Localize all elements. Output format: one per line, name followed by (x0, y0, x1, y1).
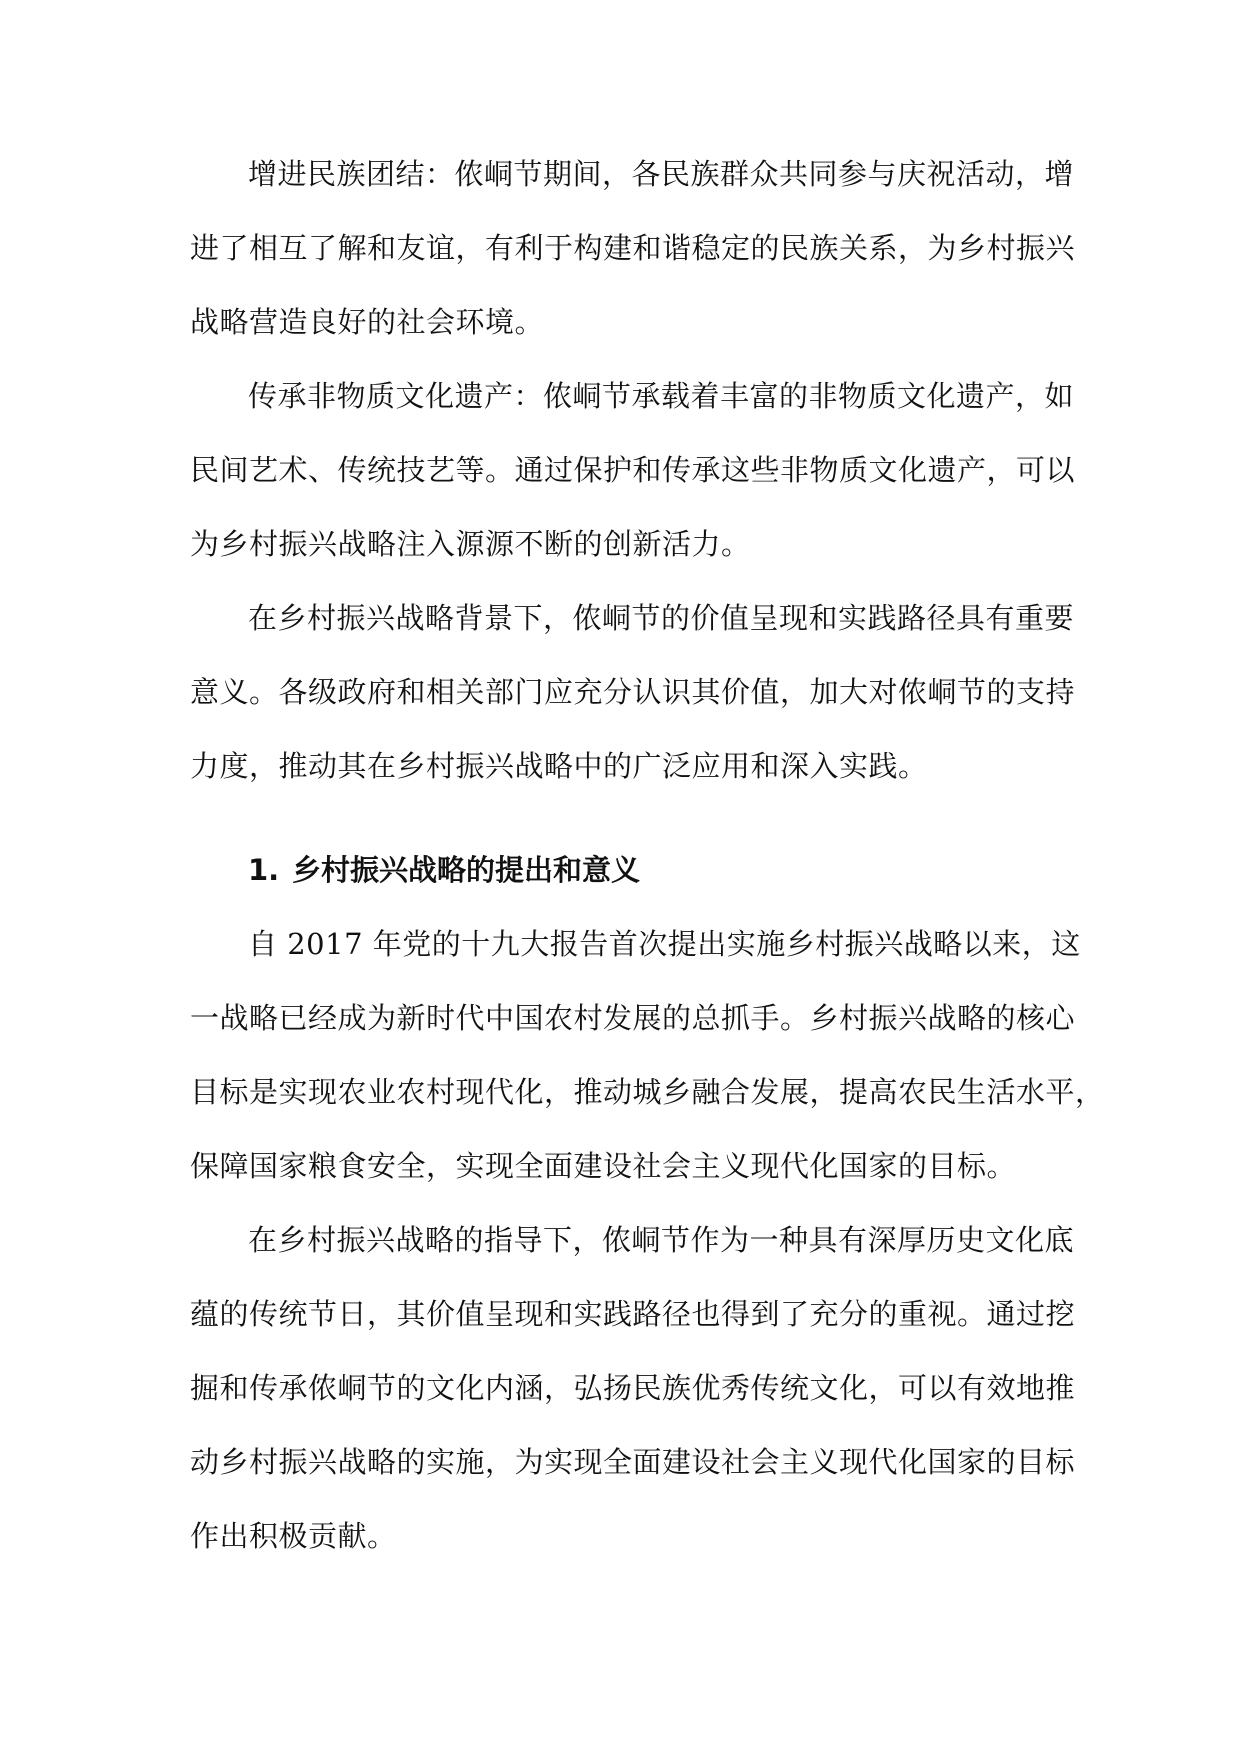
text-line: 一战略已经成为新时代中国农村发展的总抓手。乡村振兴战略的核心 (190, 1001, 1076, 1035)
paragraph-strategy-origin (190, 907, 1105, 1203)
text-line: 掘和传承侬峒节的文化内涵，弘扬民族优秀传统文化，可以有效地推 (190, 1371, 1076, 1405)
text-line: 保障国家粮食安全，实现全面建设社会主义现代化国家的目标。 (190, 1149, 1017, 1183)
text-line: 民间艺术、传统技艺等。通过保护和传承这些非物质文化遗产，可以 (190, 453, 1076, 487)
text-line: 在乡村振兴战略背景下，侬峒节的价值呈现和实践路径具有重要 (248, 601, 1075, 635)
paragraph-intangible-heritage (190, 359, 1076, 581)
section-heading (190, 833, 1050, 907)
text-line: 传承非物质文化遗产：侬峒节承载着丰富的非物质文化遗产，如 (248, 379, 1075, 413)
section-number: 1. (248, 853, 280, 887)
document-body (190, 137, 1105, 1573)
text-line: 自 2017 年党的十九大报告首次提出实施乡村振兴战略以来，这 (248, 927, 1081, 961)
text-line: 动乡村振兴战略的实施，为实现全面建设社会主义现代化国家的目标 (190, 1445, 1076, 1479)
section-title: 乡村振兴战略的提出和意义 (292, 853, 641, 887)
text-line: 力度，推动其在乡村振兴战略中的广泛应用和深入实践。 (190, 749, 928, 783)
text-line: 战略营造良好的社会环境。 (190, 305, 545, 339)
text-line: 蕴的传统节日，其价值呈现和实践路径也得到了充分的重视。通过挖 (190, 1297, 1076, 1331)
text-line: 目标是实现农业农村现代化，推动城乡融合发展，提高农民生活水平， (190, 1075, 1105, 1109)
text-line: 为乡村振兴战略注入源源不断的创新活力。 (190, 527, 751, 561)
text-line: 在乡村振兴战略的指导下，侬峒节作为一种具有深厚历史文化底 (248, 1223, 1075, 1257)
paragraph-festival-role (190, 1203, 1076, 1573)
text-line: 作出积极贡献。 (190, 1519, 397, 1553)
text-line: 意义。各级政府和相关部门应充分认识其价值，加大对侬峒节的支持 (190, 675, 1076, 709)
paragraph-ethnic-unity (190, 137, 1076, 359)
text-line: 进了相互了解和友谊，有利于构建和谐稳定的民族关系，为乡村振兴 (190, 231, 1076, 265)
paragraph-significance (190, 581, 1076, 803)
text-line: 增进民族团结：侬峒节期间，各民族群众共同参与庆祝活动，增 (248, 157, 1075, 191)
